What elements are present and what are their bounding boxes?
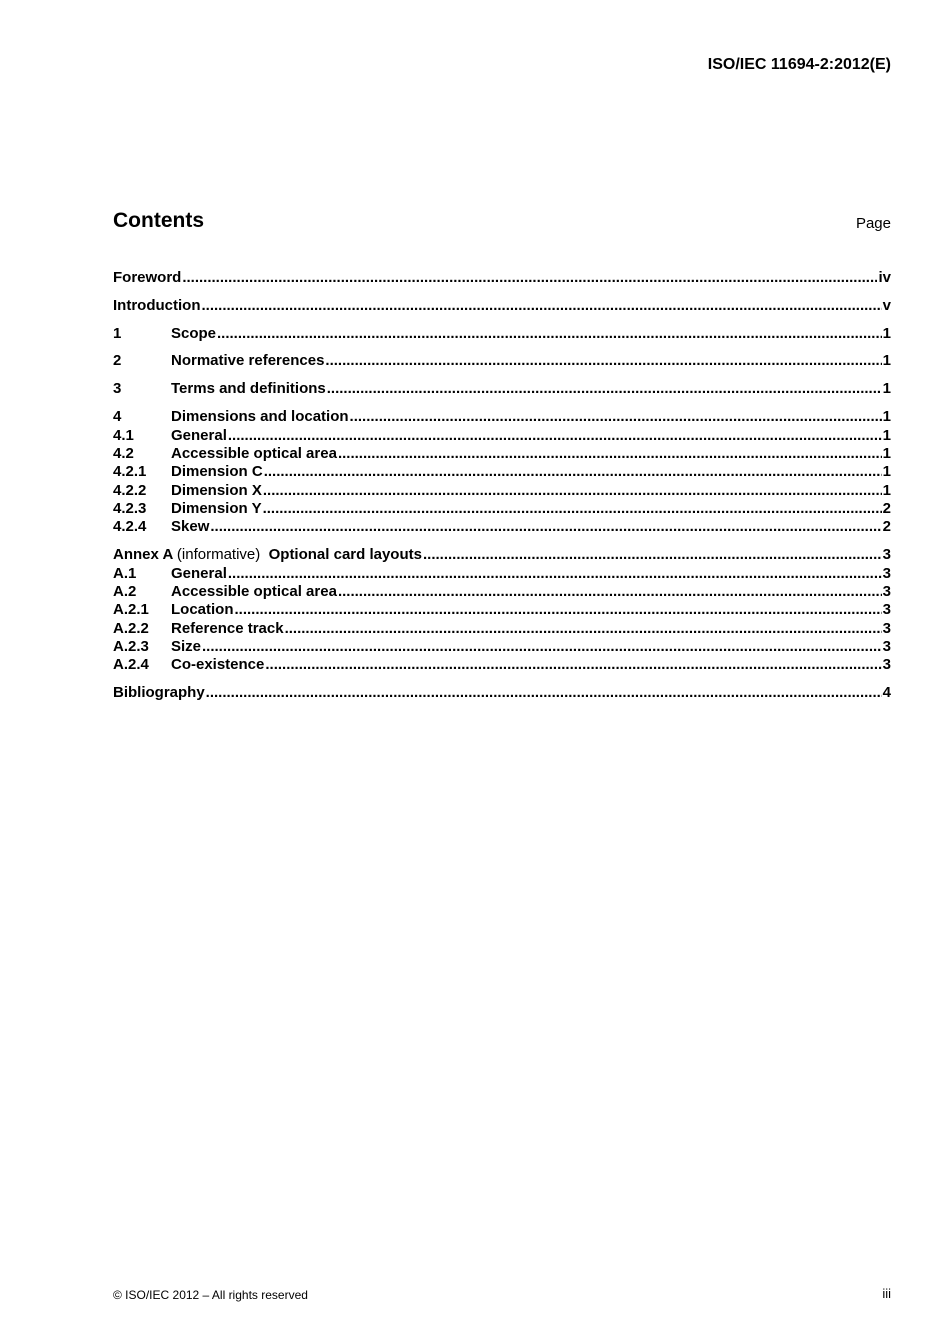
toc-entry-page: 1 — [882, 380, 891, 397]
toc-entry-a-1[interactable] — [113, 565, 891, 583]
toc-entry-4-2-4[interactable] — [113, 518, 891, 536]
copyright-notice: © ISO/IEC 2012 – All rights reserved — [113, 1288, 308, 1302]
toc-leader-dots — [210, 518, 881, 536]
toc-entry-page: 3 — [882, 601, 891, 618]
toc-entry-page: 1 — [882, 325, 891, 342]
toc-entry-title: Skew — [171, 518, 210, 535]
toc-entry-page: 3 — [882, 656, 891, 673]
toc-entry-page: 3 — [882, 638, 891, 655]
toc-entry-page: 1 — [882, 482, 891, 499]
document-id: ISO/IEC 11694-2:2012(E) — [707, 56, 891, 73]
toc-entry-number: 4.2 — [113, 445, 134, 462]
toc-entry-page: 1 — [882, 445, 891, 462]
toc-leader-dots — [235, 601, 882, 619]
toc-entry-number: A.2 — [113, 583, 137, 600]
toc-entry-4-2-3[interactable] — [113, 500, 891, 518]
toc-entry-title: Introduction — [113, 297, 201, 314]
toc-leader-dots — [228, 427, 882, 445]
toc-entry-4-2-2[interactable] — [113, 482, 891, 500]
toc-entry-title: Terms and definitions — [171, 380, 326, 397]
toc-entry-page: 1 — [882, 463, 891, 480]
toc-leader-dots — [350, 408, 882, 426]
annex-label: Annex A — [113, 546, 173, 563]
toc-entry-number: A.2.2 — [113, 620, 149, 637]
toc-entry-number: 4 — [113, 408, 122, 425]
toc-entry-foreword[interactable] — [113, 269, 891, 287]
toc-leader-dots — [263, 500, 882, 518]
toc-leader-dots — [285, 620, 882, 638]
toc-entry-number: 4.2.3 — [113, 500, 147, 517]
page-number: iii — [882, 1286, 891, 1301]
toc-entry-number: A.2.4 — [113, 656, 149, 673]
toc-entry-number: A.2.1 — [113, 601, 149, 618]
toc-entry-page: 3 — [882, 546, 891, 563]
toc-entry-page: 3 — [882, 583, 891, 600]
annex-type: (informative) — [176, 546, 261, 563]
toc-entry-title: Optional card layouts — [268, 546, 422, 563]
toc-entry-bibliography[interactable] — [113, 684, 891, 702]
toc-entry-title: Co-existence — [171, 656, 265, 673]
toc-leader-dots — [338, 445, 882, 463]
toc-leader-dots — [202, 638, 882, 656]
toc-entry-a-2-4[interactable] — [113, 656, 891, 674]
toc-entry-4[interactable] — [113, 408, 891, 426]
toc-entry-title: Dimension Y — [171, 500, 262, 517]
toc-entry-number: 3 — [113, 380, 122, 397]
toc-leader-dots — [264, 463, 882, 481]
toc-entry-introduction[interactable] — [113, 297, 891, 315]
toc-entry-title: Bibliography — [113, 684, 205, 701]
toc-leader-dots — [228, 565, 882, 583]
toc-leader-dots — [327, 380, 882, 398]
toc-entry-title: Size — [171, 638, 202, 655]
toc-leader-dots — [325, 352, 881, 370]
toc-entry-title: Location — [171, 601, 234, 618]
toc-entry-title: Normative references — [171, 352, 325, 369]
toc-entry-page: v — [882, 297, 891, 314]
toc-leader-dots — [263, 482, 882, 500]
toc-entry-number: 4.2.4 — [113, 518, 147, 535]
toc-entry-2[interactable] — [113, 352, 891, 370]
toc-entry-number: 4.1 — [113, 427, 134, 444]
toc-entry-number: 2 — [113, 352, 122, 369]
toc-entry-4-2[interactable] — [113, 445, 891, 463]
toc-entry-page: 1 — [882, 408, 891, 425]
toc-entry-title: Foreword — [113, 269, 182, 286]
toc-entry-a-2[interactable] — [113, 583, 891, 601]
toc-entry-title: General — [171, 427, 227, 444]
toc-entry-title: Reference track — [171, 620, 284, 637]
toc-entry-page: 2 — [882, 518, 891, 535]
toc-entry-page: 4 — [882, 684, 891, 701]
toc-entry-title: General — [171, 565, 227, 582]
toc-entry-1[interactable] — [113, 325, 891, 343]
toc-entry-title: Scope — [171, 325, 217, 342]
toc-leader-dots — [423, 546, 882, 564]
toc-entry-title: Accessible optical area — [171, 583, 337, 600]
toc-entry-title: Dimension C — [171, 463, 263, 480]
toc-entry-a-2-2[interactable] — [113, 620, 891, 638]
toc-entry-number: 4.2.1 — [113, 463, 147, 480]
toc-entry-number: 4.2.2 — [113, 482, 147, 499]
toc-entry-title: Dimensions and location — [171, 408, 349, 425]
toc-entry-annex-a[interactable] — [113, 546, 891, 564]
toc-entry-4-2-1[interactable] — [113, 463, 891, 481]
toc-entry-title: Accessible optical area — [171, 445, 337, 462]
toc-leader-dots — [206, 684, 882, 702]
toc-entry-number: A.1 — [113, 565, 137, 582]
toc-leader-dots — [338, 583, 882, 601]
toc-entry-number: A.2.3 — [113, 638, 149, 655]
toc-entry-4-1[interactable] — [113, 427, 891, 445]
toc-entry-page: 3 — [882, 620, 891, 637]
toc-annex-title — [113, 546, 422, 564]
toc-entry-a-2-3[interactable] — [113, 638, 891, 656]
page-column-label: Page — [855, 215, 891, 232]
toc-leader-dots — [217, 325, 882, 343]
toc-entry-page: 1 — [882, 352, 891, 369]
toc-entry-page: 1 — [882, 427, 891, 444]
toc-leader-dots — [265, 656, 881, 674]
toc-leader-dots — [201, 297, 881, 315]
toc-entry-page: 3 — [882, 565, 891, 582]
toc-entry-a-2-1[interactable] — [113, 601, 891, 619]
toc-entry-3[interactable] — [113, 380, 891, 398]
contents-heading: Contents — [113, 209, 204, 232]
toc-leader-dots — [182, 269, 877, 287]
toc-entry-number: 1 — [113, 325, 122, 342]
toc-entry-title: Dimension X — [171, 482, 262, 499]
toc-entry-page: 2 — [882, 500, 891, 517]
toc-entry-page: iv — [878, 269, 891, 286]
